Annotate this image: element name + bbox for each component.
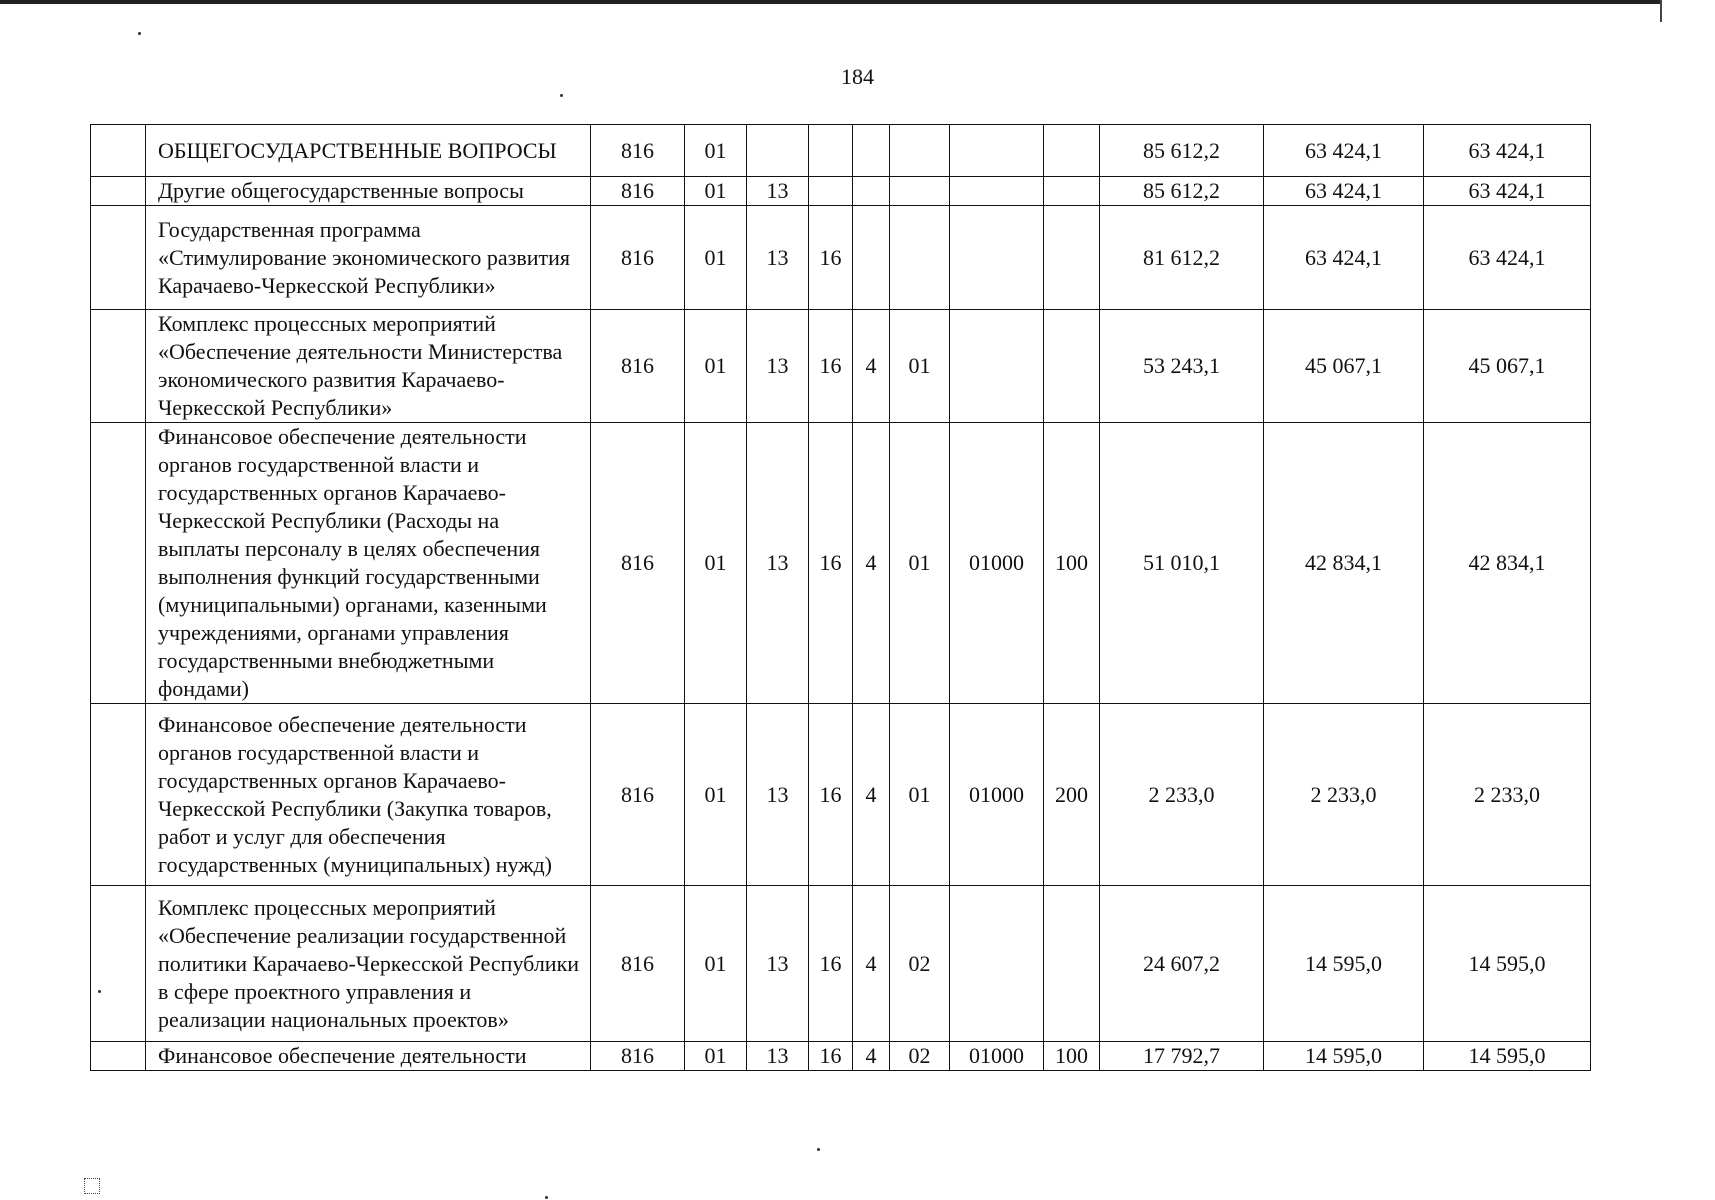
structural-element-code: 02	[890, 886, 950, 1042]
subsection-code: 13	[747, 704, 809, 886]
row-index-cell	[91, 886, 146, 1042]
scan-speck	[817, 1148, 820, 1151]
program-type-code: 4	[853, 423, 890, 704]
ministry-code: 816	[591, 1042, 685, 1071]
program-type-code: 4	[853, 310, 890, 423]
direction-code: 01000	[950, 704, 1044, 886]
expense-type-code: 100	[1044, 1042, 1100, 1071]
amount-year-3: 14 595,0	[1424, 886, 1591, 1042]
table-row	[91, 177, 1591, 206]
program-code: 16	[809, 886, 853, 1042]
direction-code	[950, 125, 1044, 177]
row-index-cell	[91, 1042, 146, 1071]
amount-year-3: 2 233,0	[1424, 704, 1591, 886]
amount-year-2: 42 834,1	[1264, 423, 1424, 704]
amount-year-2: 14 595,0	[1264, 1042, 1424, 1071]
structural-element-code: 01	[890, 704, 950, 886]
expense-name: Комплекс процессных мероприятий «Обеспечение реализации государственной политики Карачаево-Черкесской Республики в сфере проектного управления и реализации национальных проектов»	[146, 886, 591, 1042]
row-index-cell	[91, 704, 146, 886]
subsection-code: 13	[747, 177, 809, 206]
amount-year-1: 17 792,7	[1100, 1042, 1264, 1071]
expense-name: ОБЩЕГОСУДАРСТВЕННЫЕ ВОПРОСЫ	[146, 125, 591, 177]
table-row	[91, 886, 1591, 1042]
amount-year-2: 63 424,1	[1264, 125, 1424, 177]
table-row	[91, 423, 1591, 704]
program-code: 16	[809, 704, 853, 886]
structural-element-code	[890, 177, 950, 206]
structural-element-code	[890, 125, 950, 177]
section-code: 01	[685, 206, 747, 310]
ministry-code: 816	[591, 886, 685, 1042]
subsection-code: 13	[747, 206, 809, 310]
expense-name: Финансовое обеспечение деятельности органов государственной власти и государственных органов Карачаево-Черкесской Республики (Закупка товаров, работ и услуг для обеспечения государственных (муниципальных) нужд)	[146, 704, 591, 886]
amount-year-3: 63 424,1	[1424, 177, 1591, 206]
subsection-code: 13	[747, 1042, 809, 1071]
table-row	[91, 206, 1591, 310]
structural-element-code	[890, 206, 950, 310]
section-code: 01	[685, 423, 747, 704]
amount-year-2: 45 067,1	[1264, 310, 1424, 423]
row-index-cell	[91, 423, 146, 704]
row-index-cell	[91, 125, 146, 177]
expense-name: Финансовое обеспечение деятельности	[146, 1042, 591, 1071]
ministry-code: 816	[591, 704, 685, 886]
subsection-code	[747, 125, 809, 177]
amount-year-1: 51 010,1	[1100, 423, 1264, 704]
structural-element-code: 02	[890, 1042, 950, 1071]
program-type-code: 4	[853, 1042, 890, 1071]
program-code	[809, 177, 853, 206]
program-code: 16	[809, 1042, 853, 1071]
section-code: 01	[685, 177, 747, 206]
program-code: 16	[809, 423, 853, 704]
amount-year-1: 24 607,2	[1100, 886, 1264, 1042]
direction-code	[950, 177, 1044, 206]
expense-type-code	[1044, 310, 1100, 423]
row-index-cell	[91, 206, 146, 310]
amount-year-2: 63 424,1	[1264, 206, 1424, 310]
structural-element-code: 01	[890, 423, 950, 704]
direction-code: 01000	[950, 1042, 1044, 1071]
amount-year-1: 81 612,2	[1100, 206, 1264, 310]
section-code: 01	[685, 704, 747, 886]
section-code: 01	[685, 125, 747, 177]
direction-code: 01000	[950, 423, 1044, 704]
ministry-code: 816	[591, 310, 685, 423]
row-index-cell	[91, 310, 146, 423]
scan-speck	[545, 1196, 548, 1199]
section-code: 01	[685, 310, 747, 423]
amount-year-3: 63 424,1	[1424, 125, 1591, 177]
amount-year-2: 63 424,1	[1264, 177, 1424, 206]
expense-type-code	[1044, 125, 1100, 177]
table-row	[91, 310, 1591, 423]
amount-year-3: 14 595,0	[1424, 1042, 1591, 1071]
ministry-code: 816	[591, 423, 685, 704]
subsection-code: 13	[747, 423, 809, 704]
expense-type-code: 200	[1044, 704, 1100, 886]
program-code: 16	[809, 310, 853, 423]
program-code: 16	[809, 206, 853, 310]
program-type-code: 4	[853, 704, 890, 886]
program-type-code	[853, 177, 890, 206]
expense-type-code	[1044, 177, 1100, 206]
subsection-code: 13	[747, 886, 809, 1042]
expense-name: Другие общегосударственные вопросы	[146, 177, 591, 206]
expense-name: Финансовое обеспечение деятельности органов государственной власти и государственных органов Карачаево-Черкесской Республики (Расходы на выплаты персоналу в целях обеспечения выполнения функций государственными (муниципальными) органами, казенными учреждениями, органами управления государственными внебюджетными фондами)	[146, 423, 591, 704]
expense-type-code	[1044, 206, 1100, 310]
top-border-line	[0, 0, 1660, 4]
expense-type-code	[1044, 886, 1100, 1042]
section-code: 01	[685, 886, 747, 1042]
direction-code	[950, 206, 1044, 310]
ministry-code: 816	[591, 177, 685, 206]
amount-year-1: 85 612,2	[1100, 177, 1264, 206]
budget-table	[90, 124, 1591, 1071]
ministry-code: 816	[591, 206, 685, 310]
amount-year-1: 85 612,2	[1100, 125, 1264, 177]
program-type-code	[853, 125, 890, 177]
amount-year-3: 45 067,1	[1424, 310, 1591, 423]
amount-year-2: 14 595,0	[1264, 886, 1424, 1042]
scan-artifact	[84, 1178, 100, 1194]
subsection-code: 13	[747, 310, 809, 423]
direction-code	[950, 886, 1044, 1042]
expense-type-code: 100	[1044, 423, 1100, 704]
ministry-code: 816	[591, 125, 685, 177]
row-index-cell	[91, 177, 146, 206]
scan-speck	[98, 990, 101, 993]
table-row	[91, 125, 1591, 177]
amount-year-2: 2 233,0	[1264, 704, 1424, 886]
table-row	[91, 1042, 1591, 1071]
amount-year-3: 42 834,1	[1424, 423, 1591, 704]
amount-year-1: 53 243,1	[1100, 310, 1264, 423]
structural-element-code: 01	[890, 310, 950, 423]
scan-speck	[560, 94, 563, 97]
direction-code	[950, 310, 1044, 423]
page-number: 184	[841, 64, 874, 89]
table-row	[91, 704, 1591, 886]
amount-year-3: 63 424,1	[1424, 206, 1591, 310]
program-code	[809, 125, 853, 177]
amount-year-1: 2 233,0	[1100, 704, 1264, 886]
section-code: 01	[685, 1042, 747, 1071]
program-type-code: 4	[853, 886, 890, 1042]
scan-speck	[138, 32, 141, 35]
program-type-code	[853, 206, 890, 310]
expense-name: Государственная программа «Стимулирование экономического развития Карачаево-Черкесской Республики»	[146, 206, 591, 310]
table-body	[91, 125, 1591, 1071]
right-border-line	[1660, 0, 1662, 22]
expense-name: Комплекс процессных мероприятий «Обеспечение деятельности Министерства экономического развития Карачаево-Черкесской Республики»	[146, 310, 591, 423]
